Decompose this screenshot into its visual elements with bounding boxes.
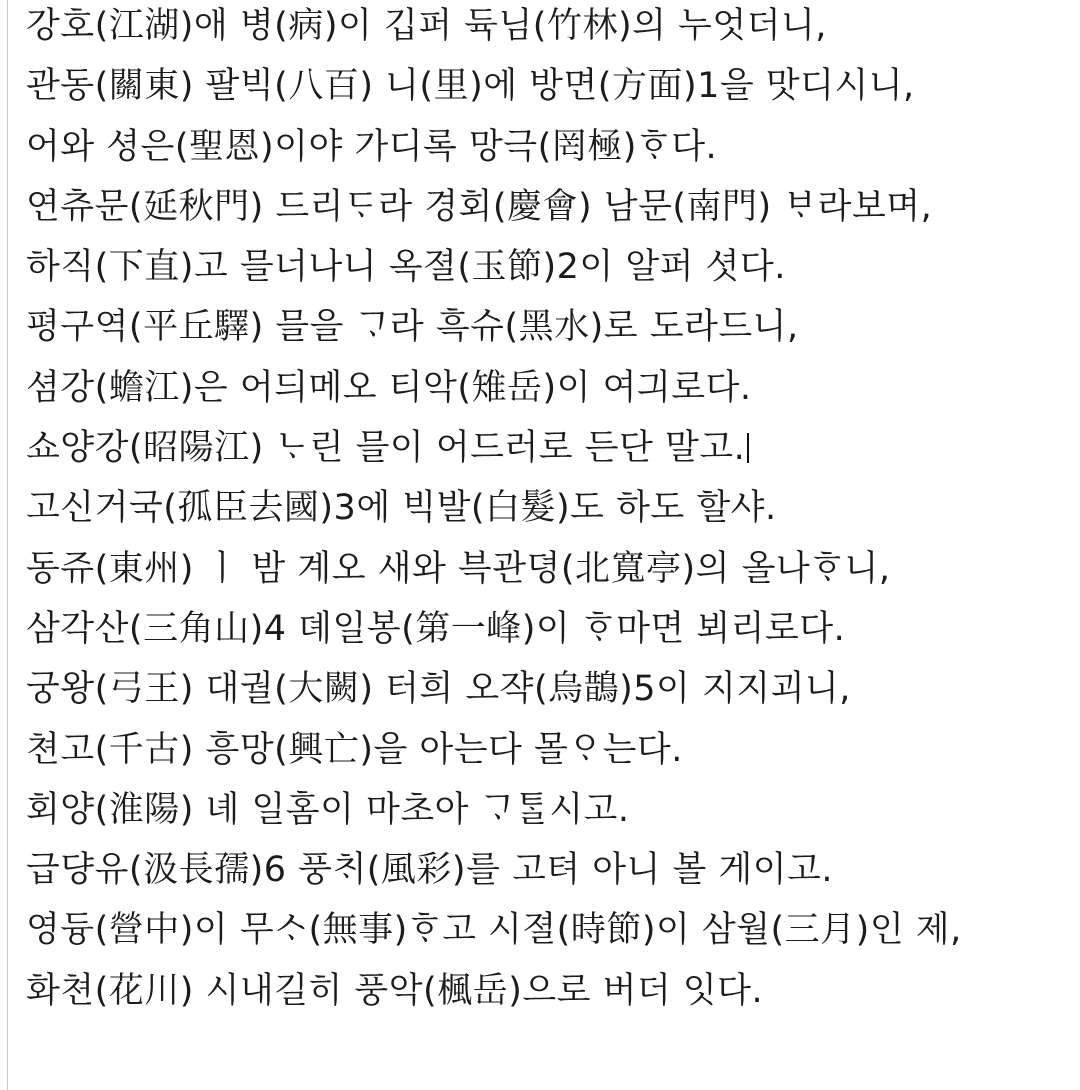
text-line: 고신거국(孤臣去國)3에 빅발(白髮)도 하도 할샤.: [26, 488, 777, 529]
text-line: 영듕(營中)이 무ᄉᆞ(無事)ᄒᆞ고 시졀(時節)이 삼월(三月)인 제,: [26, 910, 962, 951]
text-line: 급댱유(汲長孺)6 풍ᄎᆡ(風彩)를 고텨 아니 볼 게이고.: [26, 850, 833, 891]
text-line: 회양(淮陽) 녜 일홈이 마초아 ᄀᆞᄐᆞᆯ시고.: [26, 789, 630, 830]
text-line: 하직(下直)고 믈너나니 옥졀(玉節)2이 알퍼 셧다.: [26, 247, 786, 288]
left-border: [7, 0, 8, 1090]
text-line: 강호(江湖)애 병(病)이 깁퍼 듁님(竹林)의 누엇더니,: [26, 6, 827, 46]
text-line: 삼각산(三角山)4 뎨일봉(第一峰)이 ᄒᆞ마면 뵈리로다.: [26, 608, 846, 649]
text-line: 어와 셩은(聖恩)이야 가디록 망극(罔極)ᄒᆞ다.: [26, 126, 718, 167]
text-line: 쳔고(千古) 흥망(興亡)을 아는다 몰ᄋᆞ는다.: [26, 729, 683, 770]
text-line: 셤강(蟾江)은 어듸메오 티악(雉岳)이 여긔로다.: [26, 367, 752, 408]
text-line-with-cursor[interactable]: [26, 422, 1066, 482]
text-line: 궁왕(弓王) 대궐(大闕) 터희 오쟉(烏鵲)5이 지지괴니,: [26, 669, 851, 710]
poem-text: [26, 0, 1066, 1025]
text-line: 동쥬(東州) ㅣ 밤 계오 새와 븍관뎡(北寬亭)의 올나ᄒᆞ니,: [26, 548, 891, 589]
text-line: 화쳔(花川) 시내길히 풍악(楓岳)으로 버더 잇다.: [26, 970, 764, 1011]
text-line: 관동(關東) 팔빅(八百) 니(里)에 방면(方面)1을 맛디시니,: [26, 66, 915, 107]
text-line: 평구역(平丘驛) 믈을 ᄀᆞ라 흑슈(黑水)로 도라드니,: [26, 307, 799, 348]
text-line: 연츄문(延秋門) 드리ᄃᆞ라 경회(慶會) 남문(南門) ᄇᆞ라보며,: [26, 186, 933, 227]
text-cursor: [747, 433, 749, 463]
text-line-content: 쇼양강(昭陽江) ᄂᆞ린 믈이 어드러로 든단 말고.: [26, 428, 746, 469]
